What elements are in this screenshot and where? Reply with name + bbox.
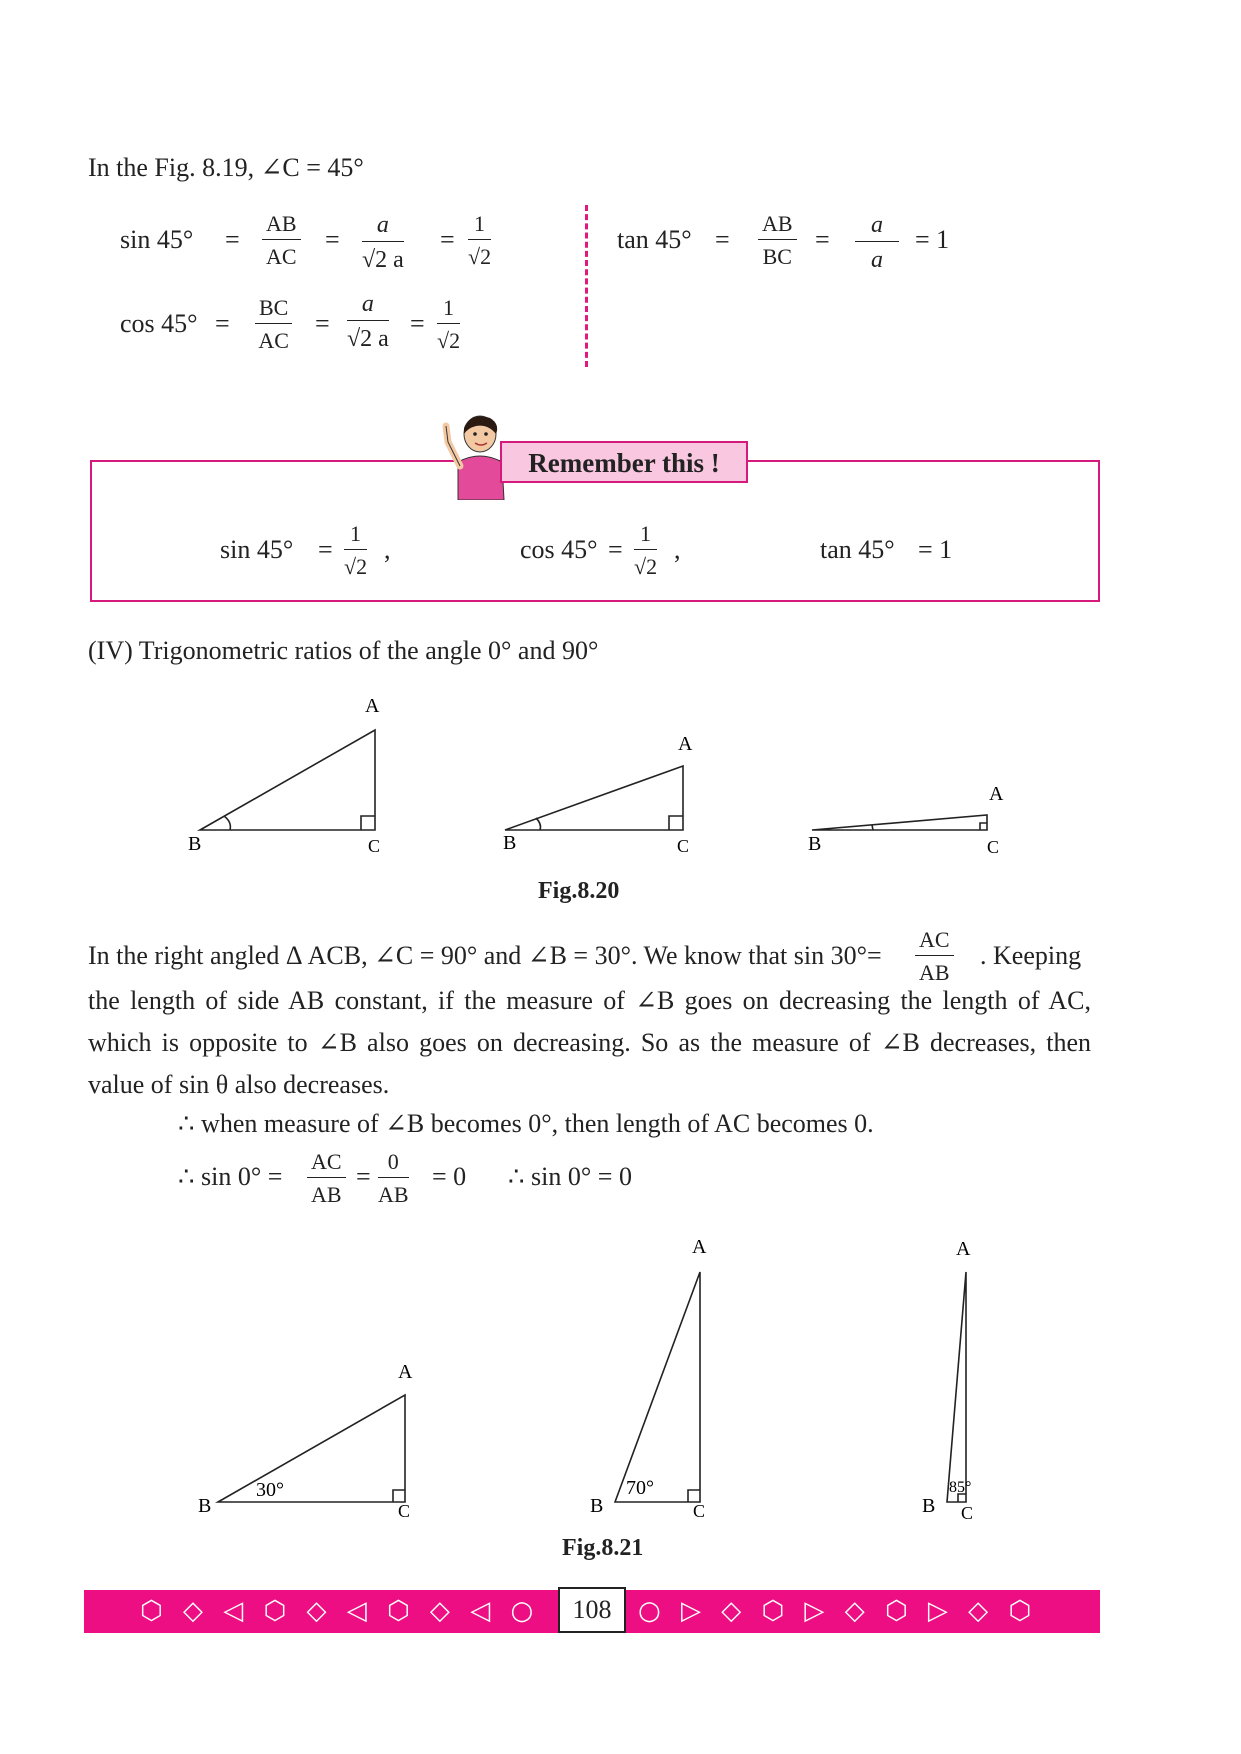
numerator: AC [915, 929, 954, 956]
fig-8-20-triangles [0, 690, 1241, 860]
tan-fraction-ab-bc [758, 213, 797, 268]
numerator: a [855, 213, 899, 242]
paragraph-keeping: . Keeping [980, 941, 1082, 970]
fig820-t1-label-a: A [365, 695, 380, 717]
intro-text: In the Fig. 8.19, ∠C = 45° [88, 153, 364, 182]
fig821-angle-30: 30° [256, 1479, 284, 1501]
numerator: 1 [344, 523, 367, 550]
cos-fraction-1-root2 [437, 297, 460, 352]
denominator: AB [311, 1182, 342, 1207]
tan45-result: = 1 [915, 225, 950, 254]
remember-sin-label: sin 45° [220, 535, 294, 564]
fig821-angle-85: 85° [949, 1479, 972, 1496]
conclusion-line-1: ∴ when measure of ∠B becomes 0°, then length of AC becomes 0. [178, 1109, 874, 1138]
triangle-2 [505, 766, 683, 830]
denominator: AB [378, 1182, 409, 1207]
denominator: a [871, 247, 883, 273]
denominator: √2 [344, 554, 368, 579]
cos-fraction-bc-ac [255, 297, 292, 352]
denominator: √2 [634, 554, 658, 579]
footer-left-shapes-icon: ⬡ ◇ ◁ ⬡ ◇ ◁ ⬡ ◇ ◁ ○ [140, 1596, 540, 1626]
sin-fraction-a-root2a [362, 213, 404, 272]
equals-sign: = [225, 225, 240, 254]
remember-tan-label: tan 45° [820, 535, 895, 564]
sin-fraction-1-root2 [468, 213, 491, 268]
numerator: 1 [634, 523, 657, 550]
numerator: AB [758, 213, 797, 240]
tan-fraction-a-a [855, 213, 899, 272]
denominator: √2 a [362, 247, 404, 273]
fig-8-20-caption: Fig.8.20 [538, 878, 620, 904]
equals-sign: = [440, 225, 455, 254]
cos45-label: cos 45° [120, 309, 198, 338]
fig-8-21-triangles [0, 1230, 1241, 1530]
triangle-85 [947, 1272, 966, 1502]
denominator: AB [919, 960, 950, 985]
fig820-t2-label-c: C [677, 836, 690, 856]
equals-sign: = [215, 309, 230, 338]
dashed-divider [585, 205, 588, 367]
numerator: a [362, 213, 404, 242]
fig821-t2-label-a: A [692, 1236, 707, 1258]
fig821-t3-label-c: C [961, 1503, 974, 1523]
equals-sign: = [315, 309, 330, 338]
fig-8-21-caption: Fig.8.21 [562, 1535, 644, 1561]
sin45-label: sin 45° [120, 225, 194, 254]
denominator: √2 a [347, 326, 389, 352]
paragraph-line-1: In the right angled Δ ACB, ∠C = 90° and ∠B = 30°. We know that sin 30°= [88, 941, 882, 970]
fig821-t2-label-b: B [590, 1495, 604, 1517]
triangle-70 [615, 1272, 700, 1502]
equals-sign: = [608, 535, 623, 564]
comma: , [674, 535, 681, 564]
conclusion-sin0-result: ∴ sin 0° = 0 [508, 1162, 632, 1191]
numerator: AC [307, 1151, 346, 1178]
numerator: 1 [437, 297, 460, 324]
comma: , [384, 535, 391, 564]
page-number: 108 [558, 1587, 626, 1633]
denominator: √2 [437, 328, 461, 353]
paragraph-body: the length of side AB constant, if the measure of ∠B goes on decreasing the length of AC, which is opposite to ∠B also goes on decreasing. So as the measure of ∠B decreases, then value of sin θ also decreases. [88, 986, 1091, 1099]
denominator: BC [762, 244, 792, 269]
fig821-t3-label-a: A [956, 1238, 971, 1260]
section-heading: (IV) Trigonometric ratios of the angle 0° and 90° [88, 636, 599, 665]
equals-sign: = [318, 535, 333, 564]
numerator: a [347, 292, 389, 321]
fig821-angle-70: 70° [626, 1477, 654, 1499]
fig821-t1-label-c: C [398, 1501, 411, 1521]
fig820-t2-label-b: B [503, 832, 517, 854]
fig820-t3-label-c: C [987, 837, 1000, 857]
fig821-t1-label-a: A [398, 1361, 413, 1383]
triangle-3 [812, 815, 987, 830]
denominator: AC [258, 328, 289, 353]
denominator: √2 [468, 244, 492, 269]
equals-sign: = [715, 225, 730, 254]
tan45-label: tan 45° [617, 225, 692, 254]
remember-tan-value: = 1 [918, 535, 953, 564]
fig821-t2-label-c: C [693, 1501, 706, 1521]
remember-cos-label: cos 45° [520, 535, 598, 564]
fig821-t1-label-b: B [198, 1495, 212, 1517]
fig820-t1-label-c: C [368, 836, 381, 856]
triangle-1 [200, 730, 375, 830]
sin30-fraction [915, 929, 954, 984]
fig821-t3-label-b: B [922, 1495, 936, 1517]
numerator: 0 [378, 1151, 409, 1178]
fig820-t3-label-b: B [808, 833, 822, 855]
fig820-t3-label-a: A [989, 783, 1004, 805]
remember-title: Remember this ! [500, 441, 748, 483]
equals-sign: = [815, 225, 830, 254]
equals-sign: = [356, 1162, 371, 1191]
remember-sin-fraction [344, 523, 367, 578]
sin0-fraction-ac-ab [307, 1151, 346, 1206]
remember-cos-fraction [634, 523, 657, 578]
triangle-30 [218, 1395, 405, 1502]
denominator: AC [266, 244, 297, 269]
cos-fraction-a-root2a [347, 292, 389, 351]
conclusion-sin0-label: ∴ sin 0° = [178, 1162, 283, 1191]
fig820-t2-label-a: A [678, 733, 693, 755]
equals-sign: = [325, 225, 340, 254]
conclusion-equals-zero: = 0 [432, 1162, 467, 1191]
equals-sign: = [410, 309, 425, 338]
numerator: AB [262, 213, 301, 240]
numerator: BC [255, 297, 292, 324]
fig820-t1-label-b: B [188, 833, 202, 855]
sin0-fraction-0-ab [378, 1151, 409, 1206]
sin-fraction-ab-ac [262, 213, 301, 268]
numerator: 1 [468, 213, 491, 240]
footer-right-shapes-icon: ○ ▷ ◇ ⬡ ▷ ◇ ⬡ ▷ ◇ ⬡ [638, 1596, 1038, 1626]
